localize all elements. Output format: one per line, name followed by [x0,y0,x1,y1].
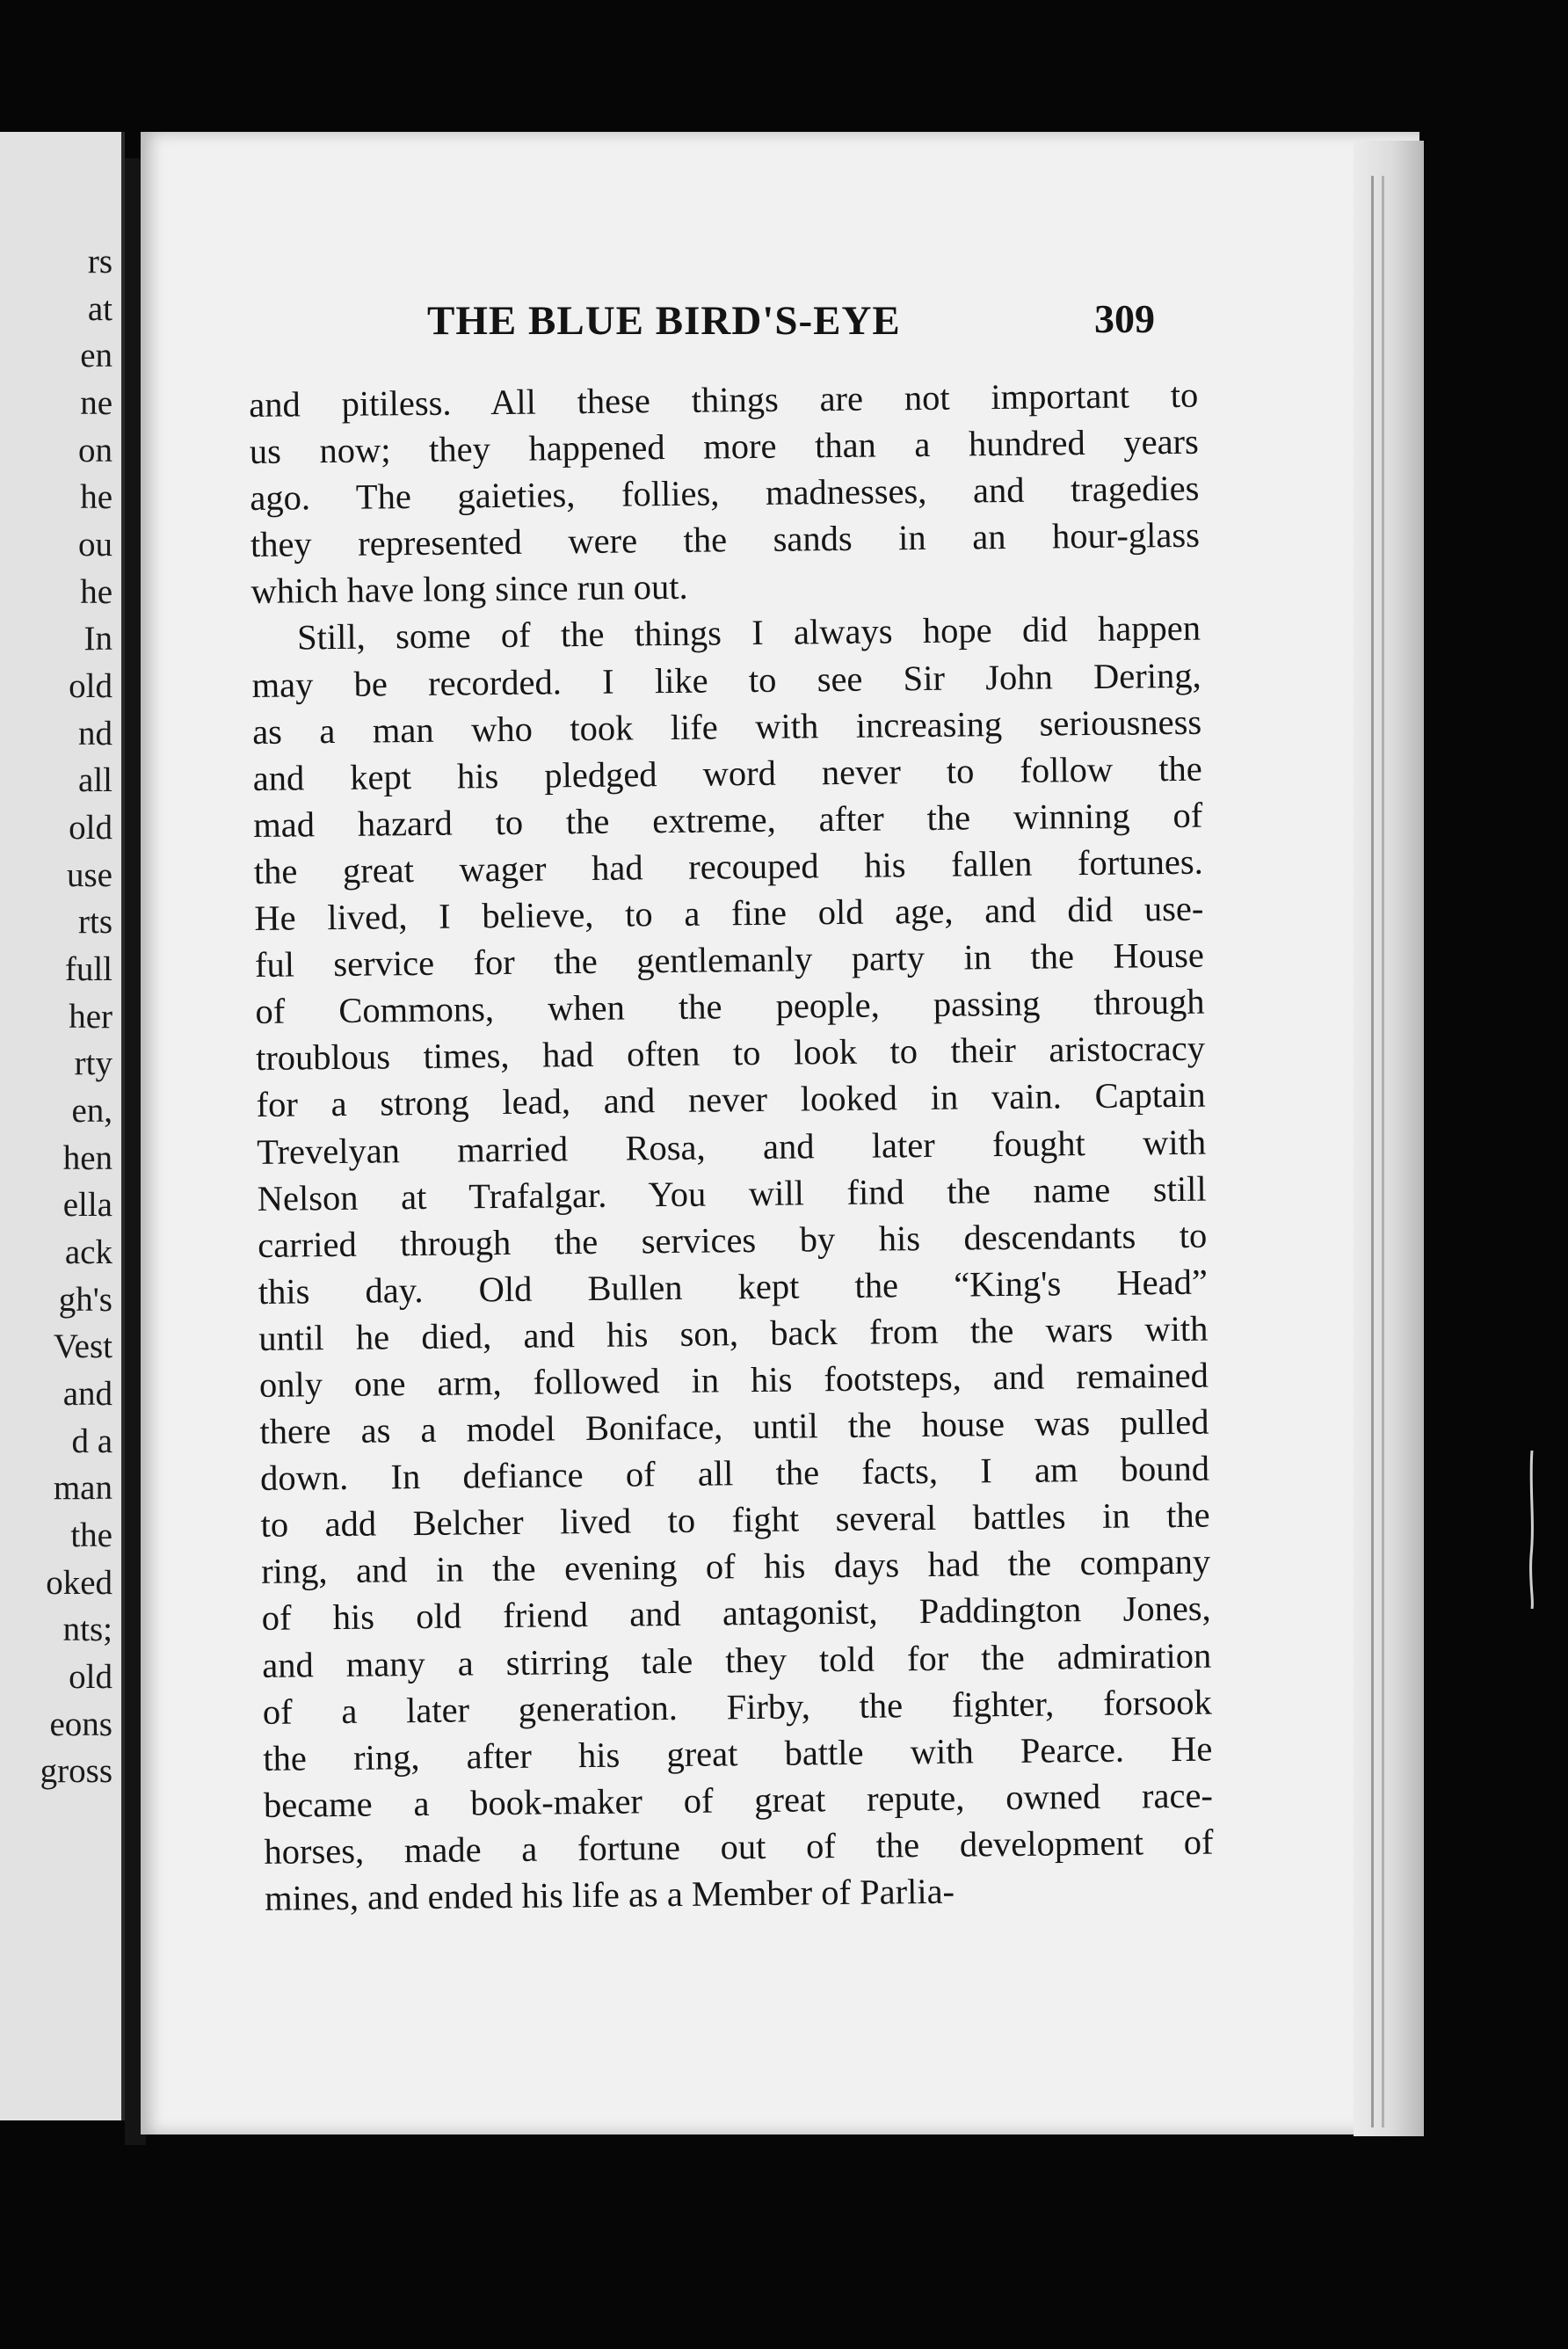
text-line: which have long since run out. [250,567,688,612]
text-line: to add Belcher lived to fight several battles in the [260,1494,1210,1545]
facing-page-fragment: use [67,855,113,894]
text-line: became a book-maker of great repute, owned race- [263,1775,1214,1825]
text-line: horses, made a fortune out of the development of [264,1822,1214,1872]
facing-page-fragment: old [69,1657,113,1696]
facing-page-fragment: ella [62,1186,113,1225]
text-line: troublous times, had often to look to their aristocracy [255,1028,1206,1079]
facing-page-fragment: the [70,1516,113,1554]
facing-page-fragment: all [78,761,113,800]
facing-page-fragment: nd [78,714,113,753]
text-line: as a man who took life with increasing seriousness [251,702,1202,752]
text-line: Nelson at Trafalgar. You will find the name still [257,1168,1207,1218]
text-line: and many a stirring tale they told for the admiration [262,1635,1212,1685]
text-line: this day. Old Bullen kept the “King's Head” [258,1262,1209,1312]
text-line: He lived, I believe, to a fine old age, and did use- [254,888,1204,938]
facing-page-fragment: and [62,1374,113,1413]
text-line: until he died, and his son, back from the wars with [258,1308,1209,1358]
facing-page-fragment: eons [49,1705,113,1743]
facing-page-left [0,132,125,2120]
text-line: of a later generation. Firby, the fighter, forsook [262,1682,1213,1732]
facing-page-fragment: gh's [58,1280,113,1319]
facing-page-fragment: full [64,949,113,988]
text-line: ago. The gaieties, follies, madnesses, and tragedies [250,468,1200,519]
page-edges [1354,141,1424,2136]
facing-page-fragment: rs [87,243,113,280]
facing-page-fragment: rts [78,903,113,942]
facing-page-fragment: ou [78,525,113,564]
facing-page-fragment: rty [74,1044,113,1083]
text-line: carried through the services by his descendants to [258,1215,1208,1265]
facing-page-fragment: old [69,808,113,847]
page-edge-line [1371,176,1374,2127]
text-line: Trevelyan married Rosa, and later fought with [256,1122,1207,1172]
text-line: mines, and ended his life as a Member of Parlia- [264,1871,955,1918]
facing-page-fragment: he [80,478,113,517]
running-head: THE BLUE BIRD'S-EYE [427,298,901,344]
text-line: for a strong lead, and never looked in vain. Captain [256,1075,1206,1125]
facing-page-fragment: he [80,572,113,611]
text-line: the ring, after his great battle with Pearce. He [263,1728,1213,1778]
facing-page-fragment: ack [64,1233,113,1271]
facing-page-fragment: ne [80,383,113,422]
page-number: 309 [1094,296,1155,341]
facing-page-fragment: oked [46,1563,113,1602]
text-line: they represented were the sands in an hour-glass [250,514,1201,565]
page-edge-line [1382,176,1384,2127]
text-line: and kept his pledged word never to follow the [252,748,1202,798]
text-line: Still, some of the things I always hope did happen [296,608,1201,658]
text-line: ring, and in the evening of his days had the company [260,1541,1211,1592]
facing-page-fragment: nts; [62,1611,113,1649]
text-line: ful service for the gentlemanly party in the House [254,935,1205,985]
facing-page-fragment: d a [71,1422,113,1460]
facing-page-fragment: old [69,666,113,705]
facing-page-fragment: at [87,289,113,328]
facing-page-fragment: Vest [53,1327,113,1366]
facing-page-fragment: her [69,997,113,1036]
text-line: us now; they happened more than a hundred years [249,421,1200,472]
facing-page-fragment: gross [40,1752,113,1791]
facing-page-fragment: hen [62,1138,113,1177]
facing-page-fragment: man [53,1469,113,1508]
margin-pencil-mark [1528,1451,1536,1609]
facing-page-fragment: en [80,337,113,375]
text-line: mad hazard to the extreme, after the winning of [253,795,1203,845]
text-line: only one arm, followed in his footsteps, and remained [258,1355,1209,1405]
text-line: of his old friend and antagonist, Paddington Jones, [261,1589,1211,1639]
facing-page-fragment: en, [71,1091,113,1130]
text-line: of Commons, when the people, passing through [255,981,1205,1032]
text-line: may be recorded. I like to see Sir John Dering, [251,655,1201,705]
facing-page-fragment: In [83,620,113,658]
page-body-text [249,372,1214,1922]
facing-page-fragment: on [78,431,113,469]
text-line: the great wager had recouped his fallen fortunes. [253,841,1204,891]
text-line: and pitiless. All these things are not important to [249,375,1199,425]
text-line: there as a model Boniface, until the house was pulled [259,1401,1209,1451]
text-line: down. In defiance of all the facts, I am bound [259,1448,1210,1499]
